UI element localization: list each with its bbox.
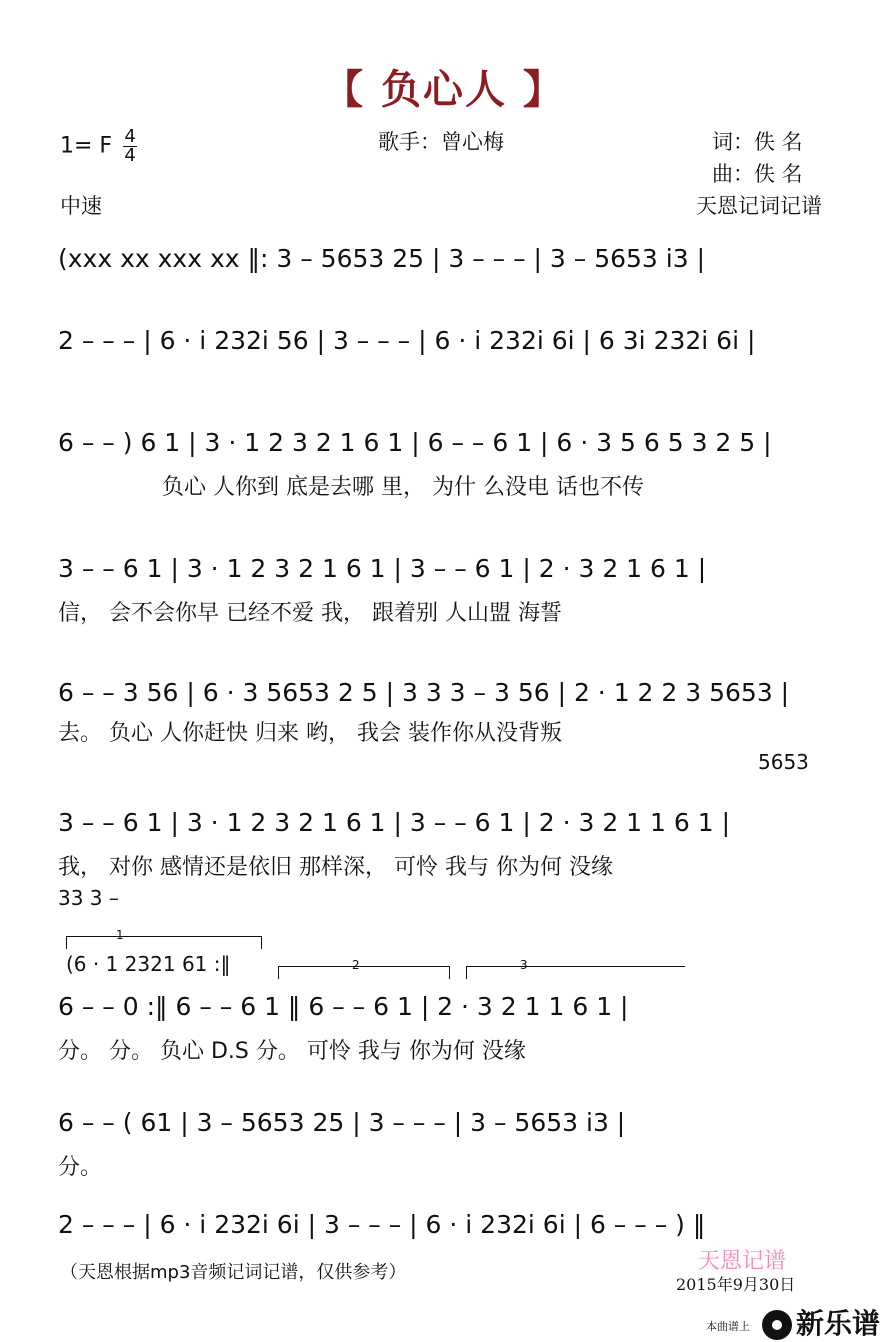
time-signature bbox=[123, 128, 137, 165]
lyric-line-6: 我， 对你 感情还是依旧 那样深， 可怜 我与 你为何 没缘 bbox=[58, 855, 613, 880]
date: 2015年9月30日 bbox=[676, 1275, 796, 1294]
transcription-note: （天恩根据mp3音频记词记谱，仅供参考） bbox=[60, 1262, 407, 1283]
site-logo[interactable] bbox=[762, 1302, 880, 1342]
tempo: 中速 bbox=[60, 194, 102, 218]
ending-1-label: 1 bbox=[116, 928, 124, 942]
time-bottom: 4 bbox=[124, 145, 136, 166]
lyric-line-4: 信， 会不会你早 已经不爱 我， 跟着别 人山盟 海誓 bbox=[58, 601, 562, 626]
uploaded-text: 本曲谱上 bbox=[706, 1320, 750, 1333]
score-line-5: 6 – – 3 56 | 6 · 3 5653 2 5 | 3 3 3 – 3 56 | 2 · 1 2 2 3 5653 | bbox=[58, 678, 790, 707]
logo-text: 新乐谱 bbox=[796, 1307, 881, 1340]
ending-2-bracket bbox=[278, 966, 450, 979]
ending-1-notes: (6 · 1 2321 61 :‖ bbox=[66, 952, 231, 976]
lyric-line-5: 去。 负心 人你赶快 归来 哟， 我会 装作你从没背叛 bbox=[58, 721, 562, 746]
score-line-1: (xxx xx xxx xx ‖: 3 – 5653 25 | 3 – – – | 3 – 5653 i3 | bbox=[58, 244, 706, 273]
lyric-line-3: 负心 人你到 底是去哪 里， 为什 么没电 话也不传 bbox=[162, 475, 644, 500]
score-line-9: 2 – – – | 6 · i 232i 6i | 3 – – – | 6 · i 232i 6i | 6 – – – ) ‖ bbox=[58, 1210, 706, 1239]
time-top: 4 bbox=[124, 126, 136, 147]
page-title: 【 负心人 】 bbox=[323, 67, 565, 113]
transcriber: 天恩记词记谱 bbox=[696, 194, 822, 218]
ending-1-bracket bbox=[66, 936, 262, 949]
key-signature bbox=[60, 128, 137, 165]
key-text: 1= F bbox=[60, 133, 113, 159]
alt-notes-5653: 5653 bbox=[758, 750, 809, 774]
score-line-3: 6 – – ) 6 1 | 3 · 1 2 3 2 1 6 1 | 6 – – 6 1 | 6 · 3 5 6 5 3 2 5 | bbox=[58, 428, 772, 457]
lyric-line-8: 分。 bbox=[58, 1155, 103, 1180]
lyricist: 词：佚 名 bbox=[712, 130, 803, 154]
ending-2-label: 2 bbox=[352, 958, 360, 972]
score-line-7: 6 – – 0 :‖ 6 – – 6 1 ‖ 6 – – 6 1 | 2 · 3 2 1 1 6 1 | bbox=[58, 992, 629, 1021]
singer: 歌手：曾心梅 bbox=[378, 130, 504, 154]
score-line-8: 6 – – ( 61 | 3 – 5653 25 | 3 – – – | 3 – 5653 i3 | bbox=[58, 1108, 626, 1137]
score-line-4: 3 – – 6 1 | 3 · 1 2 3 2 1 6 1 | 3 – – 6 1 | 2 · 3 2 1 6 1 | bbox=[58, 554, 707, 583]
ending-3-label: 3 bbox=[520, 958, 528, 972]
stamp-text: 天恩记谱 bbox=[698, 1249, 787, 1274]
lyric-line-7: 分。 分。 负心 D.S 分。 可怜 我与 你为何 没缘 bbox=[58, 1039, 526, 1064]
score-line-2: 2 – – – | 6 · i 232i 56 | 3 – – – | 6 · i 232i 6i | 6 3i 232i 6i | bbox=[58, 326, 756, 355]
record-icon bbox=[762, 1310, 792, 1340]
alt-notes-333: 33 3 – bbox=[58, 886, 119, 910]
score-line-6: 3 – – 6 1 | 3 · 1 2 3 2 1 6 1 | 3 – – 6 1 | 2 · 3 2 1 1 6 1 | bbox=[58, 808, 731, 837]
composer: 曲：佚 名 bbox=[712, 162, 803, 186]
ending-3-bracket bbox=[466, 966, 685, 979]
